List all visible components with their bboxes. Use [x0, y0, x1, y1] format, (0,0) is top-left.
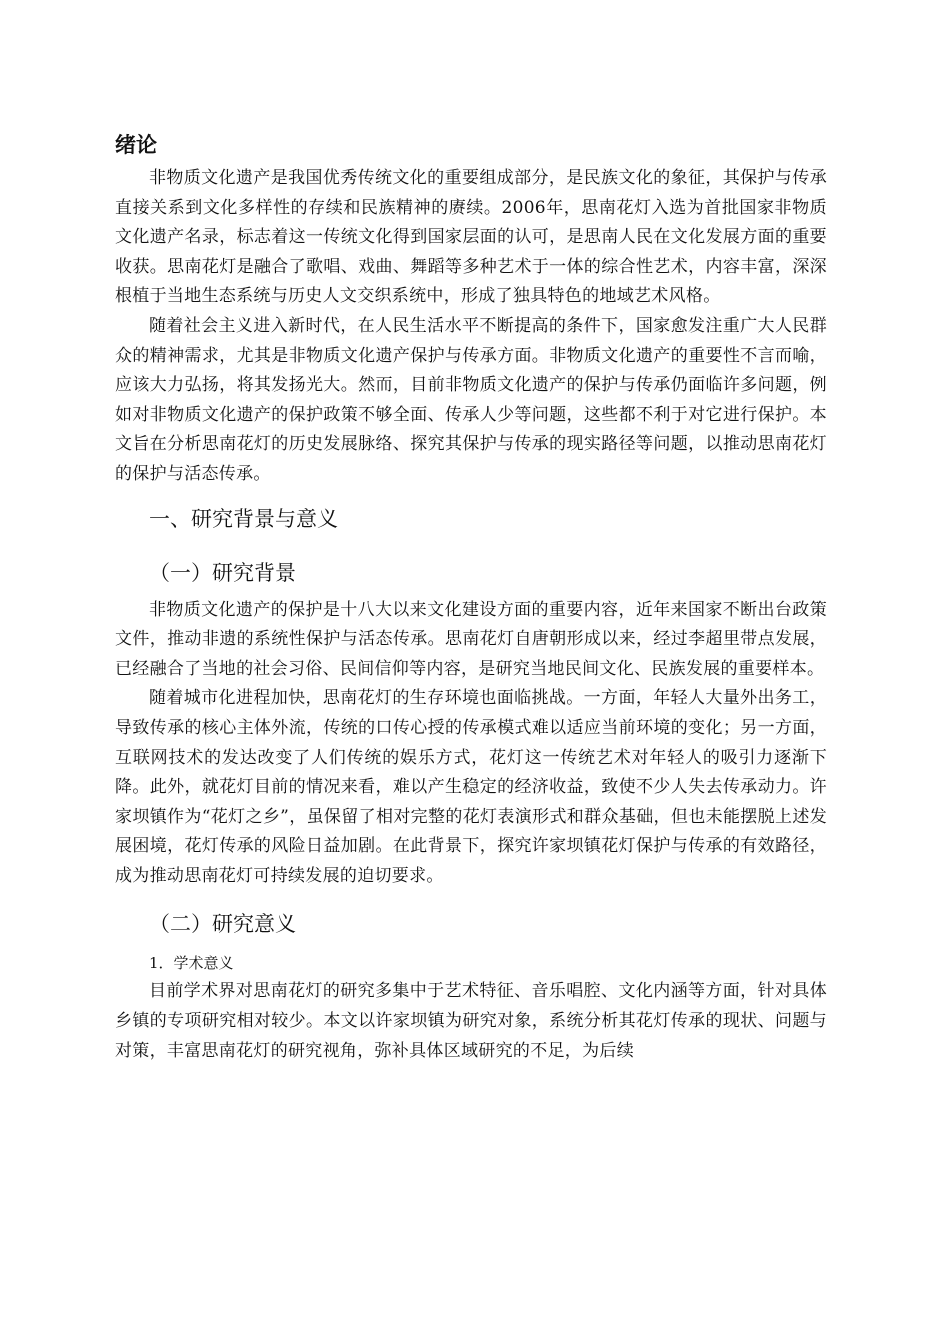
document-body [115, 128, 827, 1066]
intro-paragraph-2: 随着社会主义进入新时代，在人民生活水平不断提高的条件下，国家愈发注重广大人民群众的精神需求，尤其是非物质文化遗产保护与传承方面。非物质文化遗产的重要性不言而喻，应该大力弘扬，将其发扬光大。然而，目前非物质文化遗产的保护与传承仍面临许多问题，例如对非物质文化遗产的保护政策不够全面、传承人少等问题，这些都不利于对它进行保护。本文旨在分析思南花灯的历史发展脉络、探究其保护与传承的现实路径等问题，以推动思南花灯的保护与活态传承。 [115, 315, 827, 484]
section-heading-background-significance: 一、研究背景与意义 [149, 506, 338, 531]
academic-significance-paragraph: 目前学术界对思南花灯的研究多集中于艺术特征、音乐唱腔、文化内涵等方面，针对具体乡镇的专项研究相对较少。本文以许家坝镇为研究对象，系统分析其花灯传承的现状、问题与对策，丰富思南花灯的研究视角，弥补具体区域研究的不足，为后续 [115, 981, 827, 1061]
intro-title: 绪论 [115, 133, 157, 157]
item-heading-academic-significance: 1．学术意义 [149, 954, 234, 973]
subsection-heading-background: （一）研究背景 [149, 560, 296, 585]
subsection-heading-significance: （二）研究意义 [149, 912, 296, 937]
background-paragraph-1: 非物质文化遗产的保护是十八大以来文化建设方面的重要内容，近年来国家不断出台政策文件，推动非遗的系统性保护与活态传承。思南花灯自唐朝形成以来，经过李超里带点发展，已经融合了当地的社会习俗、民间信仰等内容，是研究当地民间文化、民族发展的重要样本。 [115, 599, 827, 679]
background-paragraph-2: 随着城市化进程加快，思南花灯的生存环境也面临挑战。一方面，年轻人大量外出务工，导致传承的核心主体外流，传统的口传心授的传承模式难以适应当前环境的变化；另一方面，互联网技术的发达改变了人们传统的娱乐方式，花灯这一传统艺术对年轻人的吸引力逐渐下降。此外，就花灯目前的情况来看，难以产生稳定的经济收益，致使不少人失去传承动力。许家坝镇作为“花灯之乡”，虽保留了相对完整的花灯表演形式和群众基础，但也未能摆脱上述发展困境，花灯传承的风险日益加剧。在此背景下，探究许家坝镇花灯保护与传承的有效路径，成为推动思南花灯可持续发展的迫切要求。 [115, 688, 827, 886]
intro-paragraph-1: 非物质文化遗产是我国优秀传统文化的重要组成部分，是民族文化的象征，其保护与传承直接关系到文化多样性的存续和民族精神的赓续。2006年，思南花灯入选为首批国家非物质文化遗产名录，标志着这一传统文化得到国家层面的认可，是思南人民在文化发展方面的重要收获。思南花灯是融合了歌唱、戏曲、舞蹈等多种艺术于一体的综合性艺术，内容丰富，深深根植于当地生态系统与历史人文交织系统中，形成了独具特色的地域艺术风格。 [115, 168, 827, 307]
